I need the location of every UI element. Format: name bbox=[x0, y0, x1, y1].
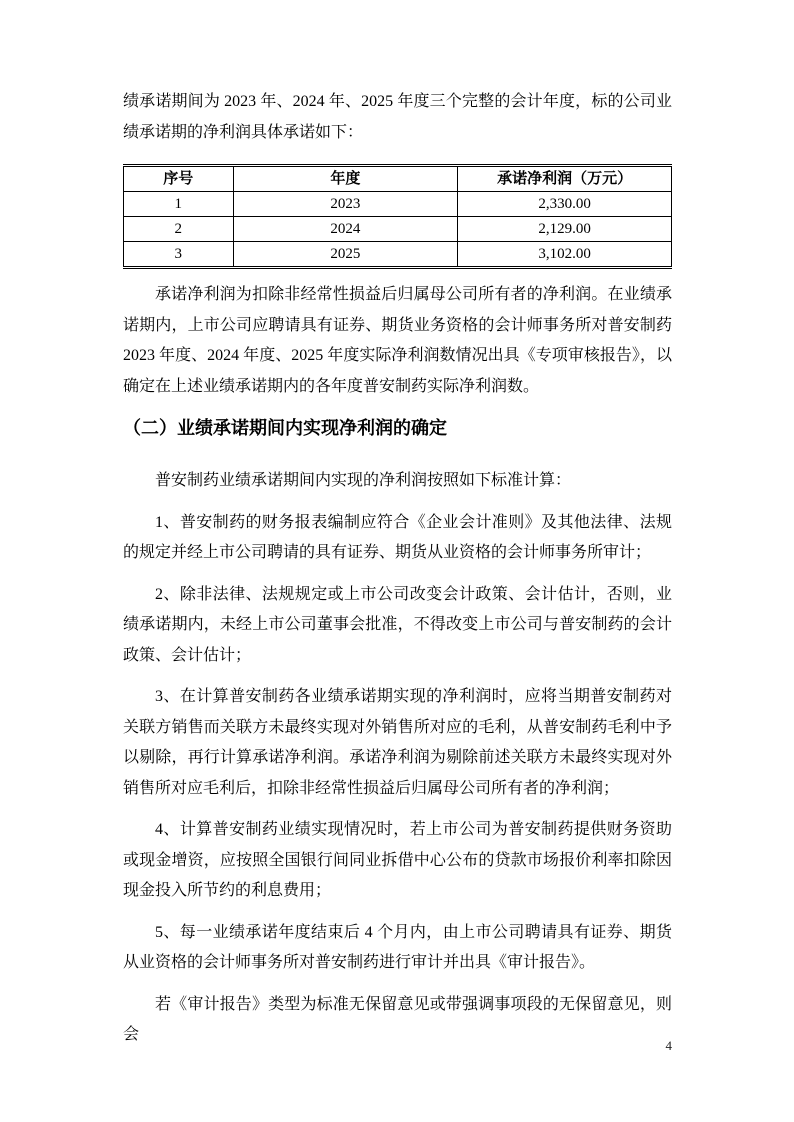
closing-paragraph: 若《审计报告》类型为标准无保留意见或带强调事项段的无保留意见，则会 bbox=[123, 995, 672, 1043]
after-table-paragraph: 承诺净利润为扣除非经常性损益后归属母公司所有者的净利润。在业绩承诺期内，上市公司应聘请具有证券、期货业务资格的会计师事务所对普安制药 2023 年度、2024 年度、2025 年度实际净利润数情况出具《专项审核报告》，以确定在上述业绩承诺期内的各年度普安制药实际净利润数。 bbox=[123, 286, 672, 395]
table-header-row bbox=[124, 166, 672, 192]
table-cell-profit: 2,330.00 bbox=[458, 192, 672, 217]
table-row bbox=[124, 242, 672, 268]
table-row bbox=[124, 192, 672, 217]
table-row bbox=[124, 217, 672, 242]
table-cell-year: 2024 bbox=[233, 217, 458, 242]
table-cell-seq: 3 bbox=[124, 242, 234, 268]
table-cell-seq: 2 bbox=[124, 217, 234, 242]
table-cell-year: 2023 bbox=[233, 192, 458, 217]
profit-commitment-table bbox=[123, 164, 672, 269]
body-paragraph-3: 3、在计算普安制药各业绩承诺期实现的净利润时，应将当期普安制药对关联方销售而关联方未最终实现对外销售所对应的毛利，从普安制药毛利中予以剔除，再行计算承诺净利润。承诺净利润为剔除前述关联方未最终实现对外销售所对应毛利后，扣除非经常性损益后归属母公司所有者的净利润； bbox=[123, 688, 672, 797]
section-heading: （二）业绩承诺期间内实现净利润的确定 bbox=[123, 418, 447, 438]
table-header-year: 年度 bbox=[233, 166, 458, 192]
table-cell-seq: 1 bbox=[124, 192, 234, 217]
table-cell-profit: 3,102.00 bbox=[458, 242, 672, 268]
table-header-profit: 承诺净利润（万元） bbox=[458, 166, 672, 192]
body-paragraph-4: 4、计算普安制药业绩实现情况时，若上市公司为普安制药提供财务资助或现金增资，应按照全国银行间同业拆借中心公布的贷款市场报价利率扣除因现金投入所节约的利息费用； bbox=[123, 821, 672, 899]
intro-paragraph: 绩承诺期间为 2023 年、2024 年、2025 年度三个完整的会计年度，标的公司业绩承诺期的净利润具体承诺如下： bbox=[123, 93, 672, 141]
table-cell-profit: 2,129.00 bbox=[458, 217, 672, 242]
calc-intro-paragraph: 普安制药业绩承诺期间内实现的净利润按照如下标准计算： bbox=[155, 472, 572, 489]
body-paragraph-1: 1、普安制药的财务报表编制应符合《企业会计准则》及其他法律、法规的规定并经上市公司聘请的具有证券、期货从业资格的会计师事务所审计； bbox=[123, 513, 672, 561]
table-header-seq: 序号 bbox=[124, 166, 234, 192]
page-number: 4 bbox=[665, 1038, 672, 1053]
table-cell-year: 2025 bbox=[233, 242, 458, 268]
body-paragraph-5: 5、每一业绩承诺年度结束后 4 个月内，由上市公司聘请具有证券、期货从业资格的会计师事务所对普安制药进行审计并出具《审计报告》。 bbox=[123, 923, 672, 971]
body-paragraph-2: 2、除非法律、法规规定或上市公司改变会计政策、会计估计，否则，业绩承诺期内，未经上市公司董事会批准，不得改变上市公司与普安制药的会计政策、会计估计； bbox=[123, 585, 672, 664]
